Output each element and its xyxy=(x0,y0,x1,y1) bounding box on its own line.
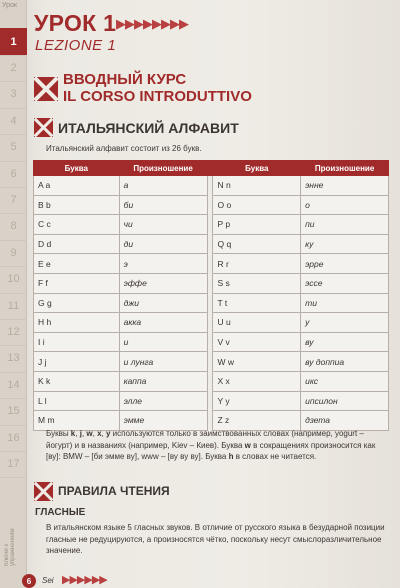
pronunciation-cell: ву доппиа xyxy=(301,352,389,372)
letter-cell: B b xyxy=(34,195,120,215)
pronunciation-cell: джи xyxy=(119,293,207,313)
lesson-title-italian: LEZIONE 1 xyxy=(35,37,117,54)
page-number-word: Sei xyxy=(42,576,54,585)
pronunciation-cell: э xyxy=(119,254,207,274)
letter-cell: P p xyxy=(213,215,301,235)
section-x-icon xyxy=(34,482,53,501)
lesson-tab-7[interactable]: 7 xyxy=(0,186,27,214)
column-header-pronunciation: Произношение xyxy=(119,161,207,176)
column-header-letter: Буква xyxy=(34,161,120,176)
letter-cell: Z z xyxy=(213,411,301,431)
lesson-tab-8[interactable]: 8 xyxy=(0,213,27,241)
letter-cell: Q q xyxy=(213,234,301,254)
letter-cell: V v xyxy=(213,332,301,352)
lesson-tab-16[interactable]: 16 xyxy=(0,424,27,452)
lesson-tab-11[interactable]: 11 xyxy=(0,292,27,320)
lesson-tab-12[interactable]: 12 xyxy=(0,318,27,346)
pronunciation-cell: би xyxy=(119,195,207,215)
pronunciation-cell: элле xyxy=(119,391,207,411)
lesson-tab-1[interactable]: 1 xyxy=(0,28,27,56)
letter-cell: U u xyxy=(213,313,301,333)
table-row xyxy=(34,313,389,333)
pronunciation-cell: эрре xyxy=(301,254,389,274)
letter-cell: K k xyxy=(34,371,120,391)
letter-cell: C c xyxy=(34,215,120,235)
table-row xyxy=(34,176,389,196)
lesson-tab-14[interactable]: 14 xyxy=(0,371,27,399)
letter-cell: O o xyxy=(213,195,301,215)
pronunciation-cell: энне xyxy=(301,176,389,196)
course-heading xyxy=(63,71,252,105)
table-row xyxy=(34,195,389,215)
lesson-tab-2[interactable]: 2 xyxy=(0,54,27,82)
borrowed-letters-note: Буквы k, j, w, x, y используются только в заимствованных словах (например, yogurt – йогурт) и в названиях (например, Kiev – Киев). Буква w в сокращениях произносится как [ву]: BMW – [би эмме ву], www – [ву ву ву]. Буква h в словах не читается. xyxy=(46,429,376,461)
lesson-arrows-decoration: ▶▶▶▶▶▶▶▶ xyxy=(116,16,188,31)
table-row xyxy=(34,293,389,313)
pronunciation-cell: о xyxy=(301,195,389,215)
letter-cell: W w xyxy=(213,352,301,372)
letter-cell: G g xyxy=(34,293,120,313)
lesson-tab-15[interactable]: 15 xyxy=(0,398,27,426)
letter-cell: T t xyxy=(213,293,301,313)
pronunciation-cell: а xyxy=(119,176,207,196)
letter-cell: D d xyxy=(34,234,120,254)
lesson-title: УРОК 1 xyxy=(34,10,117,36)
lesson-tab-4[interactable]: 4 xyxy=(0,107,27,135)
page-number-badge: 6 xyxy=(22,574,36,588)
pronunciation-cell: эмме xyxy=(119,411,207,431)
pronunciation-cell: у xyxy=(301,313,389,333)
pronunciation-cell: каппа xyxy=(119,371,207,391)
table-row xyxy=(34,332,389,352)
lesson-tab-3[interactable]: 3 xyxy=(0,81,27,109)
lesson-tab-strip xyxy=(0,0,27,588)
pronunciation-cell: акка xyxy=(119,313,207,333)
pronunciation-cell: пи xyxy=(301,215,389,235)
letter-cell: M m xyxy=(34,411,120,431)
vowels-paragraph: В итальянском языке 5 гласных звуков. В отличие от русского языка в безударной позиции гласные не редуцируются, а произносятся чётко, поскольку несут смыслоразличительное значение. xyxy=(46,523,385,555)
letter-cell: H h xyxy=(34,313,120,333)
letter-cell: S s xyxy=(213,273,301,293)
table-row xyxy=(34,215,389,235)
alphabet-heading: ИТАЛЬЯНСКИЙ АЛФАВИТ xyxy=(58,120,239,136)
pronunciation-cell: ди xyxy=(119,234,207,254)
section-x-icon xyxy=(34,77,58,101)
lesson-tab-5[interactable]: 5 xyxy=(0,134,27,162)
table-row xyxy=(34,234,389,254)
letter-cell: I i xyxy=(34,332,120,352)
answer-keys-tab[interactable]: Ключи к упражнениям xyxy=(4,528,16,566)
pronunciation-cell: эссе xyxy=(301,273,389,293)
letter-cell: F f xyxy=(34,273,120,293)
alphabet-intro: Итальянский алфавит состоит из 26 букв. xyxy=(46,144,202,153)
course-title-ru: ВВОДНЫЙ КУРС xyxy=(63,71,187,88)
column-header-pronunciation: Произношение xyxy=(301,161,389,176)
vowels-subheading: ГЛАСНЫЕ xyxy=(35,507,86,518)
lesson-tab-13[interactable]: 13 xyxy=(0,345,27,373)
section-x-icon xyxy=(34,118,53,137)
pronunciation-cell: ти xyxy=(301,293,389,313)
pronunciation-cell: ку xyxy=(301,234,389,254)
footer-arrows-decoration: ▶▶▶▶▶▶ xyxy=(62,574,107,586)
alphabet-table-body xyxy=(34,176,389,431)
letter-cell: R r xyxy=(213,254,301,274)
pronunciation-cell: эффе xyxy=(119,273,207,293)
pronunciation-cell: дзета xyxy=(301,411,389,431)
letter-cell: X x xyxy=(213,371,301,391)
pronunciation-cell: чи xyxy=(119,215,207,235)
pronunciation-cell: и лунга xyxy=(119,352,207,372)
alphabet-table-header xyxy=(34,161,389,176)
lesson-tab-17[interactable]: 17 xyxy=(0,450,27,478)
pronunciation-cell: и xyxy=(119,332,207,352)
alphabet-table xyxy=(33,160,389,431)
tab-strip-label: Урок xyxy=(2,2,17,9)
lesson-tab-6[interactable]: 6 xyxy=(0,160,27,188)
table-row xyxy=(34,391,389,411)
reading-rules-heading: ПРАВИЛА ЧТЕНИЯ xyxy=(58,484,170,498)
pronunciation-cell: ипсилон xyxy=(301,391,389,411)
lesson-tab-10[interactable]: 10 xyxy=(0,266,27,294)
table-row xyxy=(34,254,389,274)
letter-cell: N n xyxy=(213,176,301,196)
table-row xyxy=(34,371,389,391)
pronunciation-cell: ву xyxy=(301,332,389,352)
letter-cell: J j xyxy=(34,352,120,372)
column-header-letter: Буква xyxy=(213,161,301,176)
letter-cell: L l xyxy=(34,391,120,411)
letter-cell: E e xyxy=(34,254,120,274)
lesson-tab-9[interactable]: 9 xyxy=(0,239,27,267)
table-row xyxy=(34,352,389,372)
course-title-it: IL CORSO INTRODUTTIVO xyxy=(63,88,252,105)
table-row xyxy=(34,273,389,293)
letter-cell: A a xyxy=(34,176,120,196)
pronunciation-cell: икс xyxy=(301,371,389,391)
letter-cell: Y y xyxy=(213,391,301,411)
